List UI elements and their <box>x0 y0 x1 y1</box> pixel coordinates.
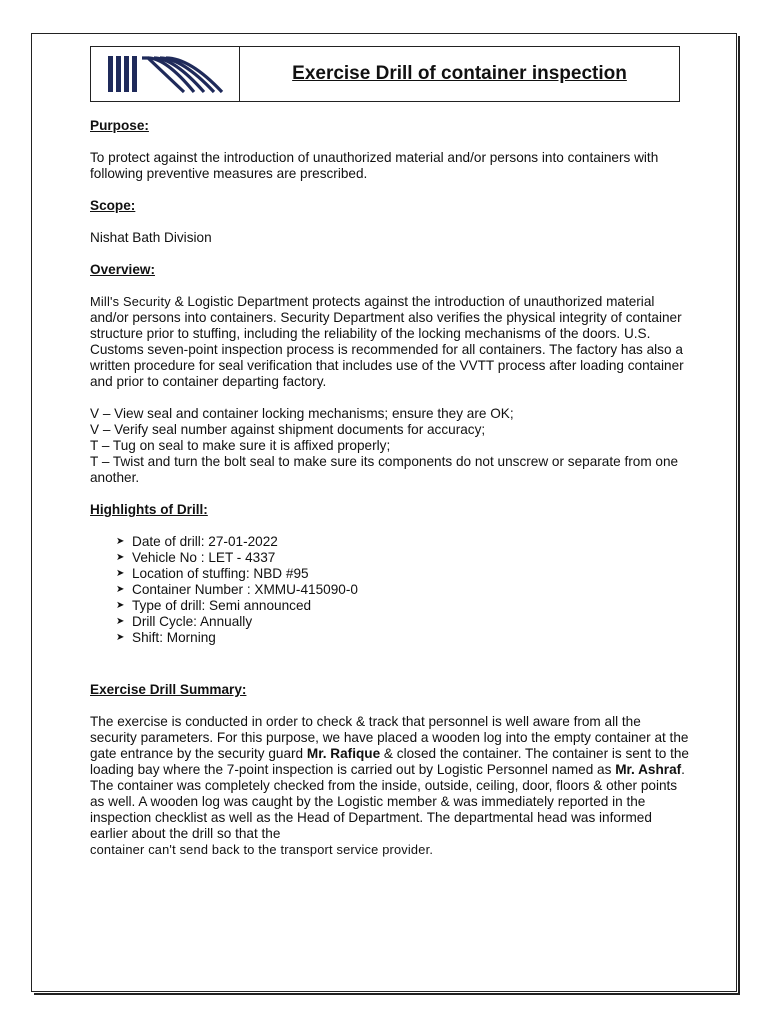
list-item: ➤ Drill Cycle: Annually <box>116 614 253 629</box>
title-cell <box>240 47 679 101</box>
arrow-bullet-icon: ➤ <box>116 616 125 627</box>
list-item: ➤ Shift: Morning <box>116 630 216 645</box>
guard-name: Mr. Rafique <box>306 746 381 761</box>
overview-body: & Logistic Department protects against the introduction of unauthorized material and/or persons into containers. Security Department also verifies the physical integrity of container structure prior to stuffing, including the reliability of the locking mechanisms of the doors. U.S. Customs seven-point inspection process is recommended for all containers. The factory has also a written procedure for seal verification that includes use of the VVTT process after loading container and prior to container departing factory. <box>90 294 684 389</box>
purpose-heading: Purpose: <box>90 118 149 133</box>
arrow-bullet-icon: ➤ <box>116 536 125 547</box>
logistic-personnel-name: Mr. Ashraf <box>615 762 682 777</box>
company-logo-icon <box>104 52 226 96</box>
vvtt-line-1: V – View seal and container locking mechanisms; ensure they are OK; <box>90 406 514 421</box>
overview-lead: Mill's Security <box>90 294 171 309</box>
logo-cell <box>91 47 240 101</box>
purpose-text: To protect against the introduction of unauthorized material and/or persons into containers with following preventive measures are prescribed. <box>90 150 659 181</box>
vvtt-line-3: T – Tug on seal to make sure it is affixed properly; <box>90 438 391 453</box>
document-header <box>90 46 680 102</box>
arrow-bullet-icon: ➤ <box>116 552 125 563</box>
highlights-heading: Highlights of Drill: <box>90 502 208 517</box>
list-item: ➤ Vehicle No : LET - 4337 <box>116 550 276 565</box>
vvtt-line-4: T – Twist and turn the bolt seal to make sure its components do not unscrew or separate from one another. <box>90 454 679 485</box>
arrow-bullet-icon: ➤ <box>116 584 125 595</box>
overview-text <box>90 294 690 390</box>
summary-heading: Exercise Drill Summary: <box>90 682 247 697</box>
list-item: ➤ Type of drill: Semi announced <box>116 598 312 613</box>
scope-text: Nishat Bath Division <box>90 230 212 245</box>
arrow-bullet-icon: ➤ <box>116 600 125 611</box>
scope-heading: Scope: <box>90 198 136 213</box>
arrow-bullet-icon: ➤ <box>116 632 125 643</box>
list-item: ➤ Container Number : XMMU-415090-0 <box>116 582 358 597</box>
vvtt-line-2: V – Verify seal number against shipment documents for accuracy; <box>90 422 486 437</box>
highlights-list <box>90 534 690 646</box>
list-item: ➤ Location of stuffing: NBD #95 <box>116 566 309 581</box>
document-title: Exercise Drill of container inspection <box>292 63 627 84</box>
document-body <box>90 118 690 858</box>
arrow-bullet-icon: ➤ <box>116 568 125 579</box>
summary-text: The exercise is conducted in order to check & track that personnel is well aware from all the security parameters. For this purpose, we have placed a wooden log into the empty container at the gate entrance by the security guard Mr. Rafique & closed the container. The container is sent to the loading bay where the 7-point inspection is carried out by Logistic Personnel named as Mr. Ashraf. The container was completely checked from the inside, outside, ceiling, door, floors & other points as well. A wooden log was caught by the Logistic member & was immediately reported in the inspection checklist as well as the Head of Department. The departmental head was informed earlier about the drill so that the container can't send back to the transport service provider. <box>90 714 689 857</box>
list-item: ➤ Date of drill: 27-01-2022 <box>116 534 278 549</box>
overview-heading: Overview: <box>90 262 155 277</box>
